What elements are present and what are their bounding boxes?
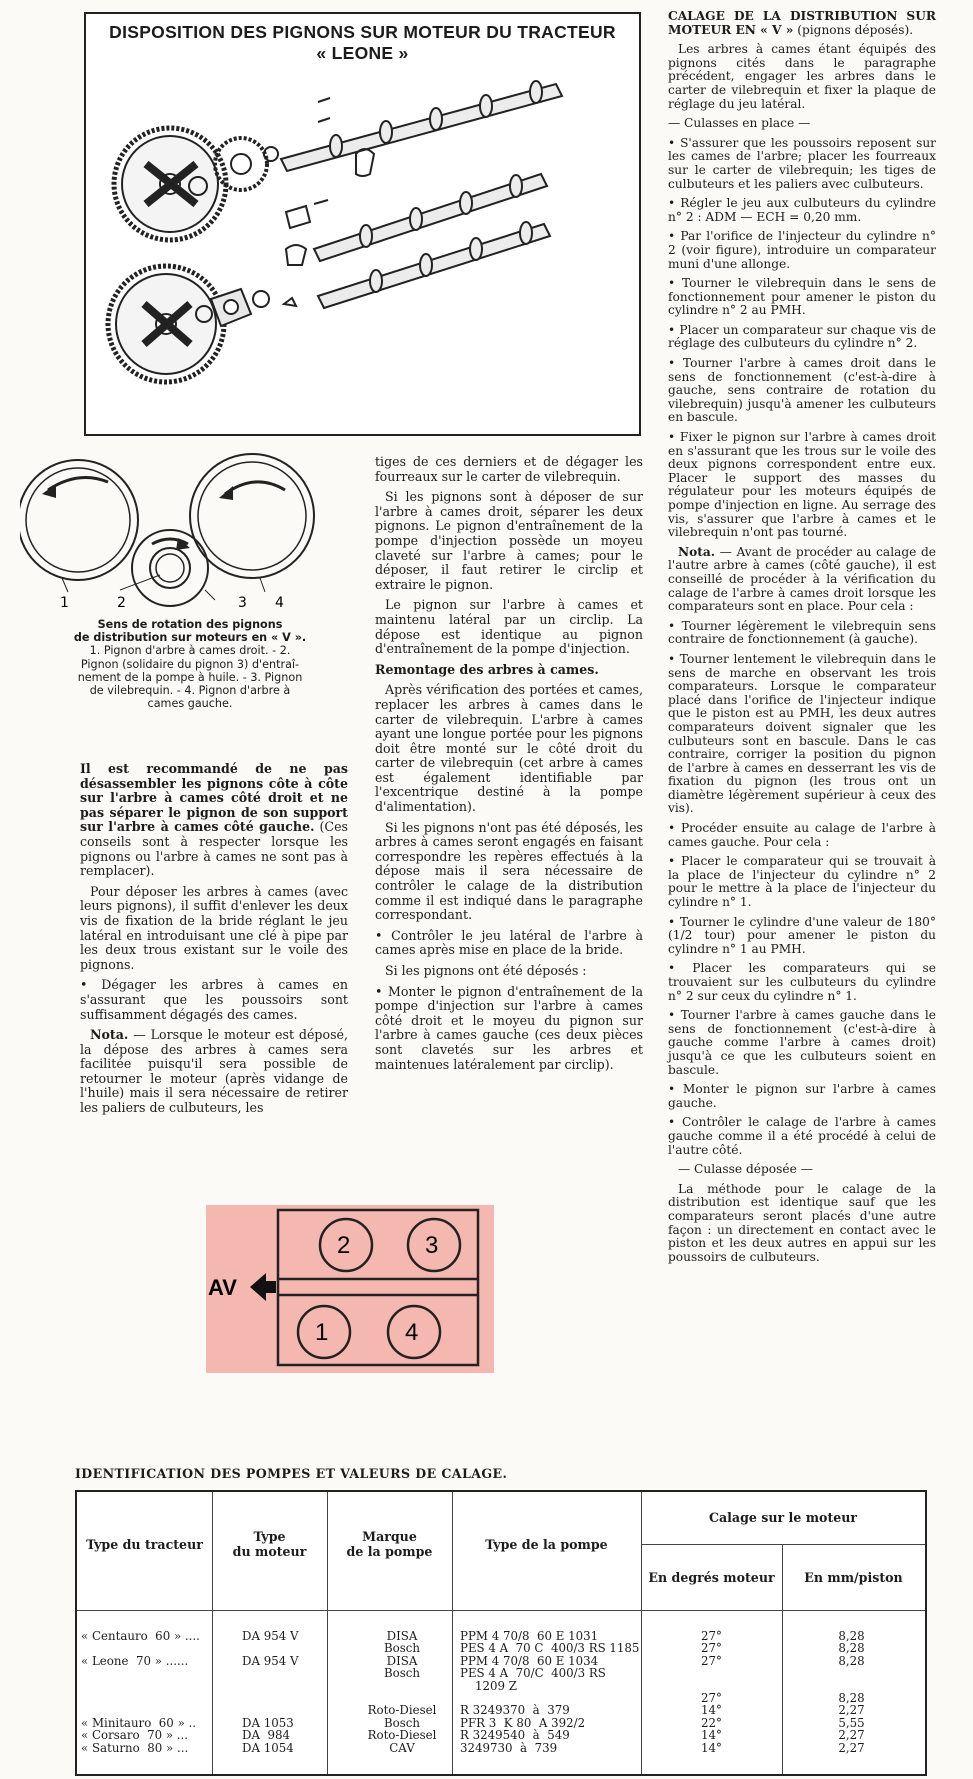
bullet-item: • Monter le pignon d'entraînement de la pompe d'injection sur l'arbre à cames côté droit et le moyeu du pignon sur l'arbre à cames gauche (ces deux pièces sont clavetés sur les arbres et maintenues latéralement par circlip).: [375, 985, 643, 1073]
cylinder-4: 4: [405, 1319, 419, 1346]
rotation-diagram: [20, 450, 358, 711]
av-label: AV: [208, 1275, 237, 1300]
header-mm: En mm/piston: [804, 1570, 903, 1585]
rotation-caption: [60, 618, 320, 710]
header-moteur: Type du moteur: [232, 1529, 307, 1559]
bullet-item: • Monter le pignon sur l'arbre à cames gauche.: [668, 1083, 936, 1110]
paragraph: La méthode pour le calage de la distribution est identique sauf que les comparateurs seront placés d'une autre façon : un directement en contact avec le piston et les deux autres en appui sur les poussoirs de culbuteurs.: [668, 1181, 936, 1264]
bullet-item: • Tourner le cylindre d'une valeur de 180° (1/2 tour) pour amener le piston du cylindre n° 1 au PMH.: [668, 916, 936, 957]
subheading: — Culasse déposée —: [678, 1162, 813, 1177]
column-moteur: DA 954 V DA 954 V DA 1053 DA 984 DA 1054: [242, 1629, 299, 1755]
bullet-item: • Tourner le vilebrequin dans le sens de fonctionnement pour amener le piston du cylindre n° 2 au PMH.: [668, 277, 936, 318]
diagram-background: [206, 1205, 494, 1373]
paragraph: Après vérification des portées et cames, replacer les arbres à cames dans le carter de vilebrequin. L'arbre à cames ayant une longue portée pour les pignons doit être monté sur le côté droit du carter de vilebrequin (cet arbre à cames est également identifiable par l'excentrique destiné à la pompe d'alimentation).: [375, 682, 643, 815]
cylinder-3: 3: [425, 1232, 439, 1259]
rotation-gears-drawing: [20, 450, 358, 620]
hub-flange: [211, 289, 251, 326]
section-heading: CALAGE DE LA DISTRIBUTION SUR MOTEUR EN « V » (pignons déposés).: [668, 9, 936, 37]
cylinder-1: 1: [315, 1319, 329, 1346]
pump-timing-table: [75, 1490, 927, 1776]
column-marque: DISA Bosch DISA Bosch Roto-Diesel Bosch Roto-Diesel CAV: [367, 1629, 437, 1755]
caption-line: cames gauche.: [147, 697, 233, 711]
nota-paragraph: Nota. — Avant de procéder au calage de l'autre arbre à cames (côté gauche), il est conseillé de procéder à la vérification du calage de l'arbre à cames droit lorsque les comparateurs sont en place. Pour cela :: [668, 544, 936, 614]
header-pompe: Type de la pompe: [485, 1537, 608, 1552]
paragraph: Pour déposer les arbres à cames (avec leurs pignons), il suffit d'enlever les deux vis de fixation de la bride réglant le jeu latéral en introduisant une clé à pipe par les deux trous existant sur le voile des pignons.: [80, 883, 348, 972]
recommendation-paragraph: Il est recommandé de ne pas désassembler les pignons côte à côte sur l'arbre à cames côté droit et ne pas séparer le pignon de son support sur l'arbre à cames côté gauche. (Ces conseils sont à respecter lorsque les pignons ou l'arbre à cames ne sont pas à remplacer).: [80, 761, 348, 879]
caption-line: nement de la pompe à huile. - 3. Pignon: [77, 670, 303, 684]
column-3: [668, 10, 936, 1270]
bullet-item: • Tourner légèrement le vilebrequin sens contraire de fonctionnement (à gauche).: [668, 620, 936, 647]
bullet-item: • Régler le jeu aux culbuteurs du cylindre n° 2 : ADM — ECH = 0,20 mm.: [668, 197, 936, 224]
bullet-item: • Dégager les arbres à cames en s'assurant que les poussoirs sont suffisamment dégagés des cames.: [80, 978, 348, 1022]
bullet-item: • Procéder ensuite au calage de l'arbre à cames gauche. Pour cela :: [668, 822, 936, 849]
label-4: 4: [275, 595, 284, 611]
paragraph: Si les pignons ont été déposés :: [385, 963, 587, 978]
paragraph: Si les pignons sont à déposer de sur l'arbre à cames droit, séparer les deux pignons. Le pignon d'entraînement de la pompe d'injection possède un moyeu claveté sur l'arbre à cames; pour le déposer, il faut retirer le circlip et extraire le pignon.: [375, 489, 643, 592]
lower-left-gear: [108, 266, 224, 382]
camshaft-exploded-drawing: [86, 14, 639, 434]
column-1: [80, 762, 348, 1122]
caption-title-1: Sens de rotation des pignons: [97, 618, 283, 631]
column-mm: 8,28 8,28 8,28 8,28 2,27 5,55 2,27 2,27: [838, 1629, 865, 1755]
label-1: 1: [60, 595, 69, 611]
caption-line: 1. Pignon d'arbre à cames droit. - 2.: [89, 644, 291, 658]
subheading: — Culasses en place —: [668, 116, 811, 131]
bullet-item: • Tourner l'arbre à cames gauche dans le sens de fonctionnement (c'est-à-dire à gauche comme l'arbre à cames droit) jusqu'à ce que les culbuteurs soient en bascule.: [668, 1009, 936, 1077]
paragraph: tiges de ces derniers et de dégager les fourreaux sur le carter de vilebrequin.: [375, 454, 643, 484]
caption-line: de vilebrequin. - 4. Pignon d'arbre à: [89, 684, 291, 698]
column-2: [375, 455, 643, 1078]
bullet-item: • Fixer le pignon sur l'arbre à cames droit en s'assurant que les trous sur le voile des deux pignons correspondent entre eux. Placer le support des masses du régulateur pour les moteurs équipés de pompe d'injection en ligne. Au serrage des vis, s'assurer que l'arbre à cames et le vilebrequin n'ont pas tourné.: [668, 431, 936, 540]
bullet-item: • Placer les comparateurs qui se trouvaient sur les culbuteurs du cylindre n° 2 sur ceux du cylindre n° 1.: [668, 962, 936, 1003]
upper-camshaft: [281, 81, 562, 171]
bullet-item: • Par l'orifice de l'injecteur du cylindre n° 2 (voir figure), introduire un comparateur muni d'une allonge.: [668, 230, 936, 271]
column-tracteur: « Centauro 60 » .... « Leone 70 » ...... « Minitauro 60 » .. « Corsaro 70 » ... « Saturno 80 » ...: [81, 1629, 200, 1755]
column-degres: 27° 27° 27° 27° 14° 22° 14° 14°: [701, 1629, 722, 1755]
figure-title-line-2: « LEONE »: [316, 43, 409, 63]
cylinder-2: 2: [337, 1232, 351, 1259]
upper-left-gear: [114, 128, 226, 240]
label-3: 3: [238, 595, 247, 611]
paragraph: Si les pignons n'ont pas été déposés, les arbres à cames seront engagés en faisant correspondre les repères effectués à la dépose mais il sera nécessaire de contrôler le calage de la distribution comme il est indiqué dans le paragraphe correspondant.: [375, 819, 643, 923]
camshaft-gear-figure: [84, 12, 641, 436]
figure-title-line-1: DISPOSITION DES PIGNONS SUR MOTEUR DU TRACTEUR: [109, 22, 616, 42]
header-marque: Marque de la pompe: [346, 1529, 433, 1559]
bullet-item: • Placer le comparateur qui se trouvait à la place de l'injecteur du cylindre n° 2 pour le mettre à la place de l'injecteur du cylindre n° 1.: [668, 855, 936, 909]
paragraph: Le pignon sur l'arbre à cames et maintenu latéral par un circlip. La dépose est identique au pignon d'entraînement de la pompe d'injection.: [375, 597, 643, 657]
caption-line: Pignon (solidaire du pignon 3) d'entraî-: [80, 657, 300, 671]
paragraph: Les arbres à cames étant équipés des pignons cités dans le paragraphe précédent, engager les arbres dans le carter de vilebrequin et fixer la plaque de réglage du jeu latéral.: [668, 42, 936, 111]
bullet-item: • Placer un comparateur sur chaque vis de réglage des culbuteurs du cylindre n° 2.: [668, 324, 936, 351]
bullet-item: • Contrôler le calage de l'arbre à cames gauche comme il a été procédé à celui de l'autre côté.: [668, 1116, 936, 1157]
caption-title-2: de distribution sur moteurs en « V ».: [73, 631, 307, 645]
header-calage: Calage sur le moteur: [708, 1510, 858, 1525]
column-pompe: PPM 4 70/8 60 E 1031 PES 4 A 70 C 400/3 RS 1185 PPM 4 70/8 60 E 1034 PES 4 A 70/C 400/3 RS 1209 Z R 3249370 à 379 PFR 3 K 80 A 392/2 R 3249540 à 549 3249730 à 739: [460, 1629, 640, 1755]
bullet-item: • Contrôler le jeu latéral de l'arbre à cames après mise en place de la bride.: [375, 929, 643, 958]
nota-paragraph: Nota. — Lorsque le moteur est déposé, la dépose des arbres à cames sera facilitée puisqu'il sera possible de retourner le moteur (après vidange de l'huile) mais il sera nécessaire de retirer les paliers de culbuteurs, les: [80, 1027, 348, 1116]
cylinder-layout-drawing: [206, 1205, 494, 1373]
bullet-item: • Tourner lentement le vilebrequin dans le sens de marche en observant les trois comparateurs. Lorsque le comparateur placé dans l'orifice de l'injecteur indique que le piston est au PMH, les deux autres comparateurs doivent signaler que les culbuteurs sont en bascule. Dans le cas contraire, corriger la position du pignon de l'arbre à cames en desserrant les vis de fixation du pignon (les trous ont un diamètre légèrement supérieur à ceux des vis).: [668, 653, 936, 816]
header-tracteur: Type du tracteur: [86, 1537, 203, 1552]
small-parts: [284, 98, 374, 306]
header-degres: En degrés moteur: [648, 1570, 775, 1585]
section-heading: Remontage des arbres à cames.: [375, 661, 599, 677]
lower-camshaft: [318, 222, 550, 308]
label-2: 2: [117, 595, 126, 611]
bullet-item: • Tourner l'arbre à cames droit dans le sens de fonctionnement (c'est-à-dire à gauche, sens contraire de rotation du vilebrequin) jusqu'à amener les culbuteurs en bascule.: [668, 357, 936, 425]
bullet-item: • S'assurer que les poussoirs reposent sur les cames de l'arbre; placer les fourreaux sur le carter de vilebrequin; les tiges de culbuteurs et les paliers avec culbuteurs.: [668, 137, 936, 191]
cylinder-layout-diagram: [206, 1205, 494, 1373]
table-title: IDENTIFICATION DES POMPES ET VALEURS DE CALAGE.: [75, 1466, 508, 1481]
